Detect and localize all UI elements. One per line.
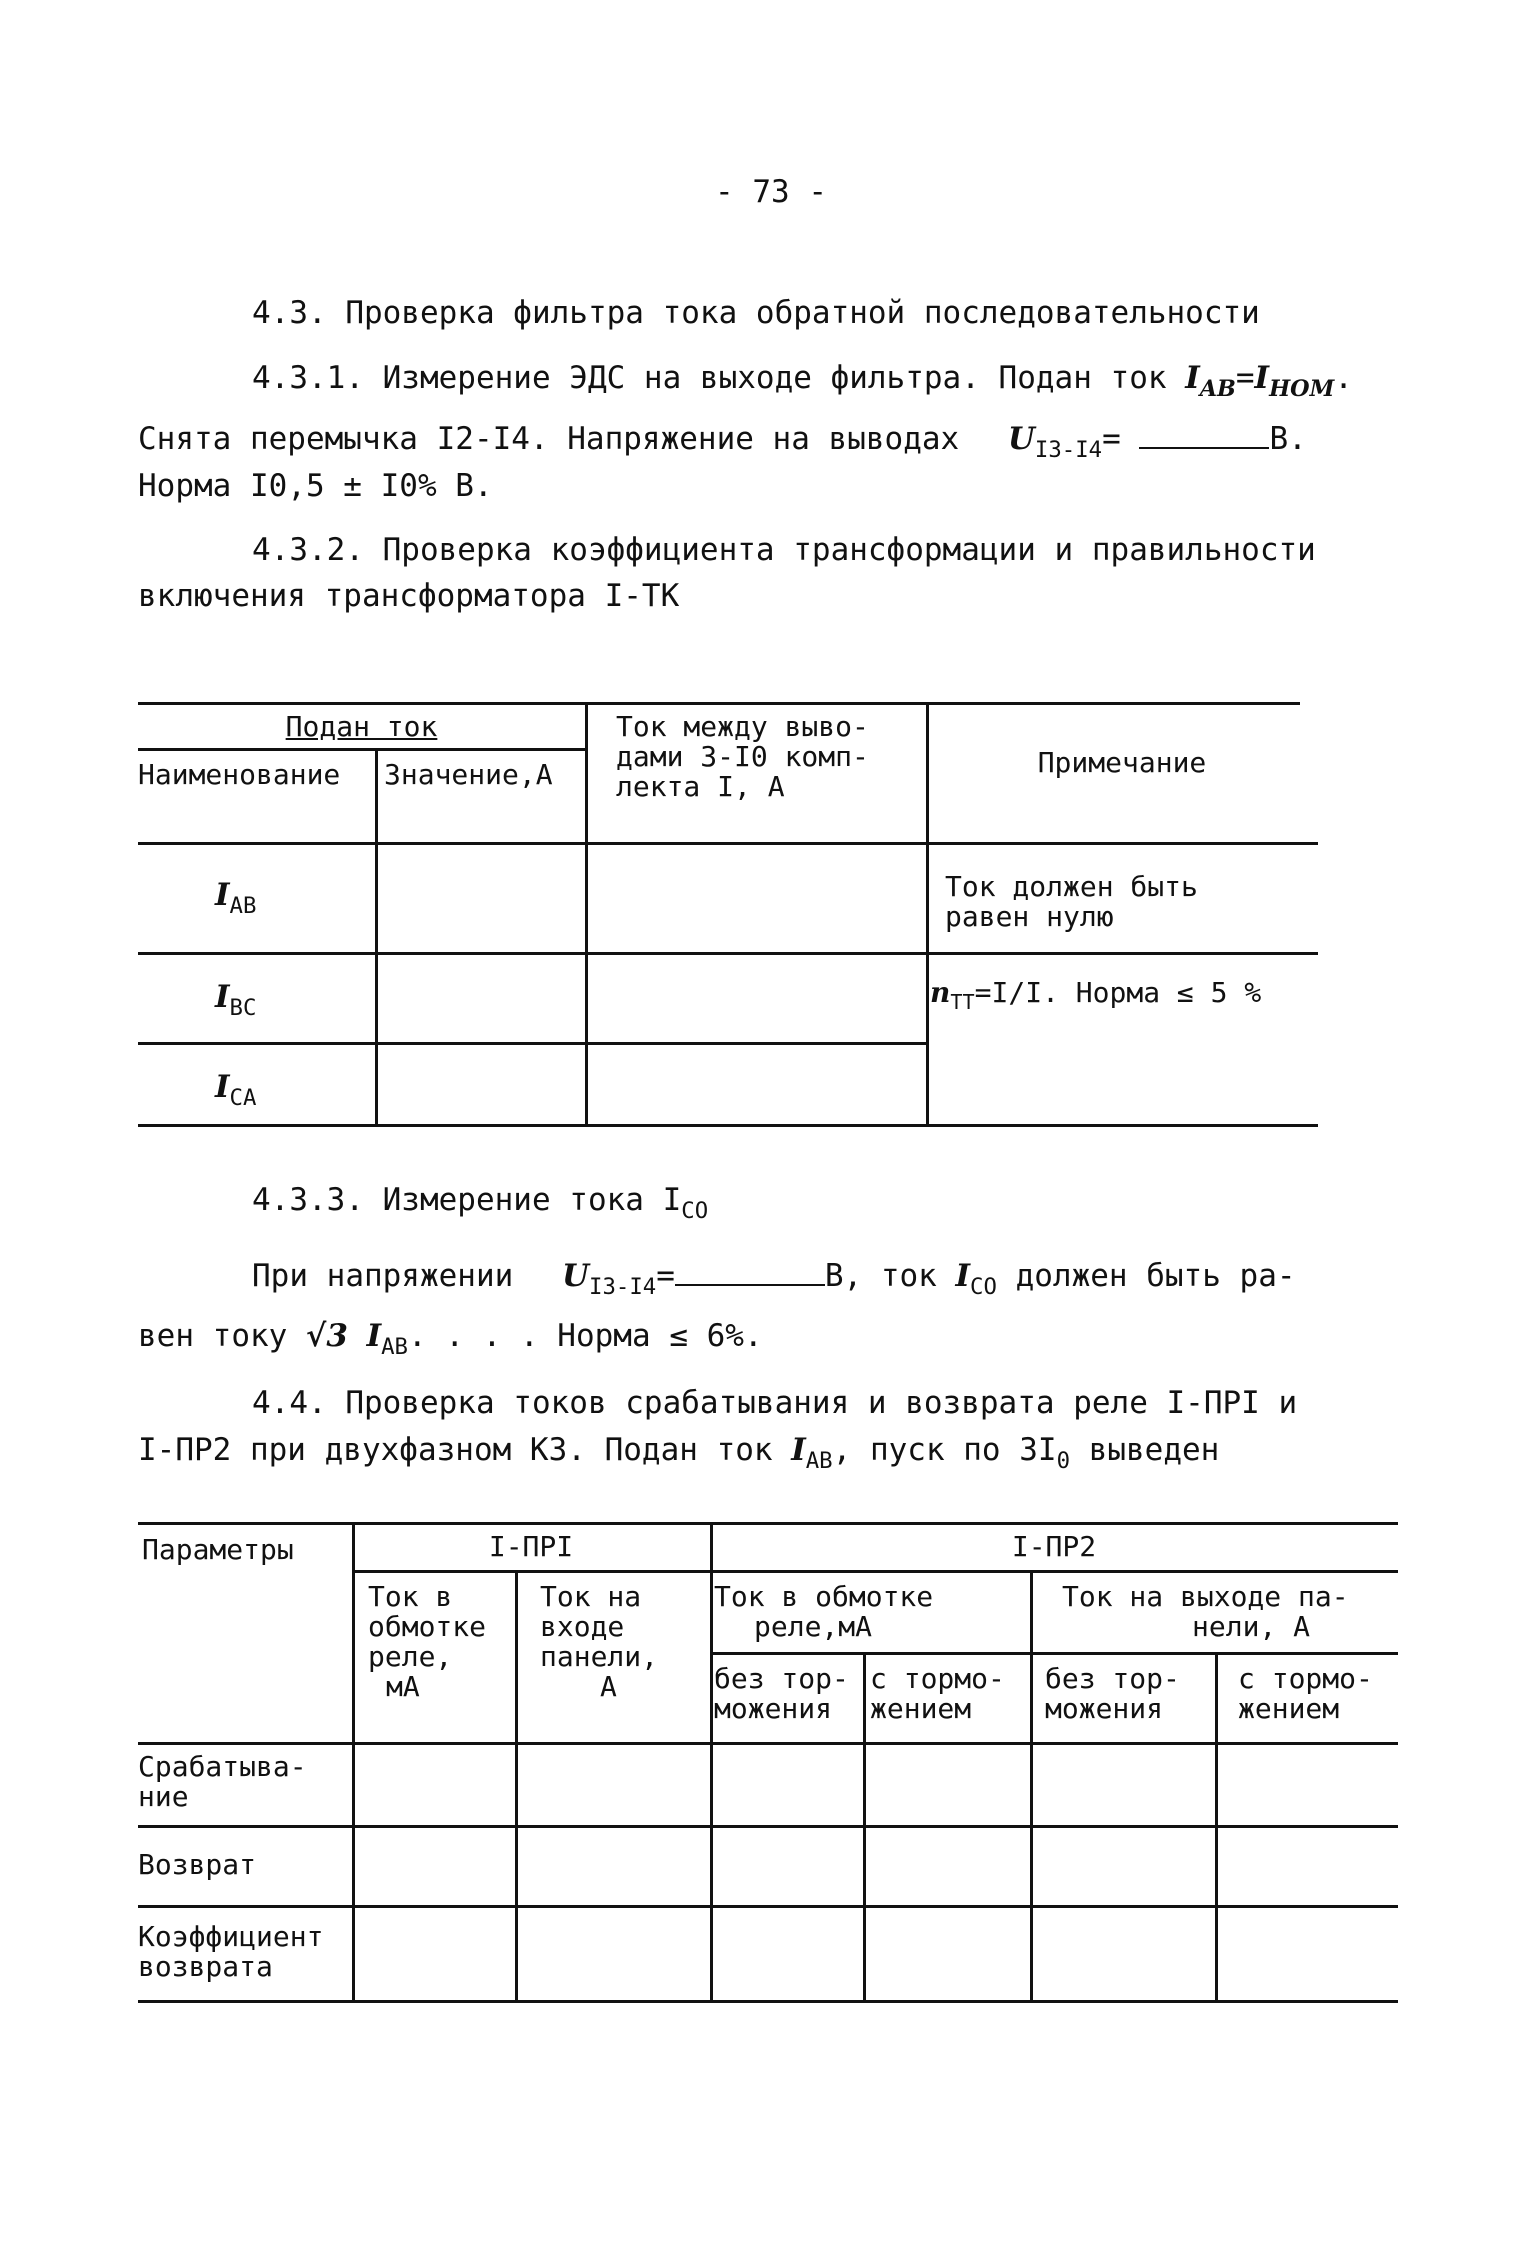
section-4-3-1-line3: Норма I0,5 ± I0% В. <box>138 468 493 504</box>
table2-no-brake-1: без тор- можения <box>714 1662 849 1725</box>
table2-g1-col2: Ток на входе панели, А <box>540 1580 659 1703</box>
blank-field <box>675 1258 825 1286</box>
text: 4.3.1. Измерение ЭДС на выходе фильтра. Подан ток <box>252 360 1167 396</box>
symbol-i-nom: $I_{НОМ}$ <box>1254 360 1335 402</box>
section-4-3-2-line2: включения трансформатора I-ТК <box>138 578 680 614</box>
section-4-4-line1: 4.4. Проверка токов срабатывания и возврата реле I-ПРI и <box>252 1385 1298 1421</box>
table2-g2-sub1: Ток в обмотке реле,мА <box>714 1580 934 1643</box>
symbol-i-ab: $I_{AB}$ <box>1185 360 1236 402</box>
table1-col-value: Значение,А <box>384 758 553 791</box>
table1-group-header: Подан ток <box>285 710 438 743</box>
table2-with-brake-1: с тормо- жением <box>870 1662 1005 1725</box>
section-4-3-3-title: 4.3.3. Измерение тока $I_{CO}$ <box>252 1182 709 1224</box>
table2-no-brake-2: без тор- можения <box>1045 1662 1180 1725</box>
table2-row-label: Коэффициент возврата <box>138 1920 324 1983</box>
section-4-3-2-line1: 4.3.2. Проверка коэффициента трансформации и правильности <box>252 532 1316 568</box>
table2-row-label: Возврат <box>138 1848 257 1881</box>
table2-with-brake-2: с тормо- жением <box>1238 1662 1373 1725</box>
table1-row-name: $I_{CA}$ <box>215 1069 257 1111</box>
section-4-3-heading: 4.3. Проверка фильтра тока обратной последовательности <box>252 295 1260 331</box>
table1-col-note: Примечание <box>1037 746 1207 779</box>
section-4-3-1-line1: 4.3.1. Измерение ЭДС на выходе фильтра. Подан ток $I_{AB}=I_{НОМ}$. <box>252 360 1353 402</box>
symbol-u: U <box>1007 421 1035 457</box>
section-4-3-1-line2: Снята перемычка I2-I4. Напряжение на выводах $U_{I3-I4}= В$. <box>138 421 1307 463</box>
table1-row-name: $I_{AB}$ <box>215 877 257 919</box>
table1-row-note: Ток должен быть равен нулю <box>945 870 1198 933</box>
table2-col-params: Параметры <box>142 1533 294 1566</box>
table1-row-note: $n_{TT}=I/I$. Норма ≤ 5 % <box>930 976 1262 1015</box>
section-4-3-3-line2: вен току √3 $I_{AB}$. . . . Норма ≤ 6%. <box>138 1318 763 1360</box>
section-4-3-3-line1: При напряжении $U_{I3-I4}= В$, ток $I_{CO}$ должен быть ра- <box>252 1258 1296 1300</box>
table1-col-name: Наименование <box>138 758 341 791</box>
table2-group-2: I-ПР2 <box>1011 1530 1097 1563</box>
section-4-4-line2: I-ПР2 при двухфазном КЗ. Подан ток $I_{AB}$, пуск по $3I_0$ выведен <box>138 1432 1220 1474</box>
blank-field <box>1139 421 1269 449</box>
table1-row-name: $I_{BC}$ <box>215 979 257 1021</box>
table2-g2-sub2: Ток на выходе па- нели, А <box>1062 1580 1349 1643</box>
table2-group-1: I-ПРI <box>488 1530 574 1563</box>
table1-col-between: Ток между выво- дами 3-I0 комп- лекта I, А <box>616 710 869 803</box>
page-number: - 73 - <box>715 174 827 210</box>
table2-row-label: Срабатыва- ние <box>138 1750 307 1813</box>
table2-g1-col1: Ток в обмотке реле, мА <box>368 1580 487 1703</box>
